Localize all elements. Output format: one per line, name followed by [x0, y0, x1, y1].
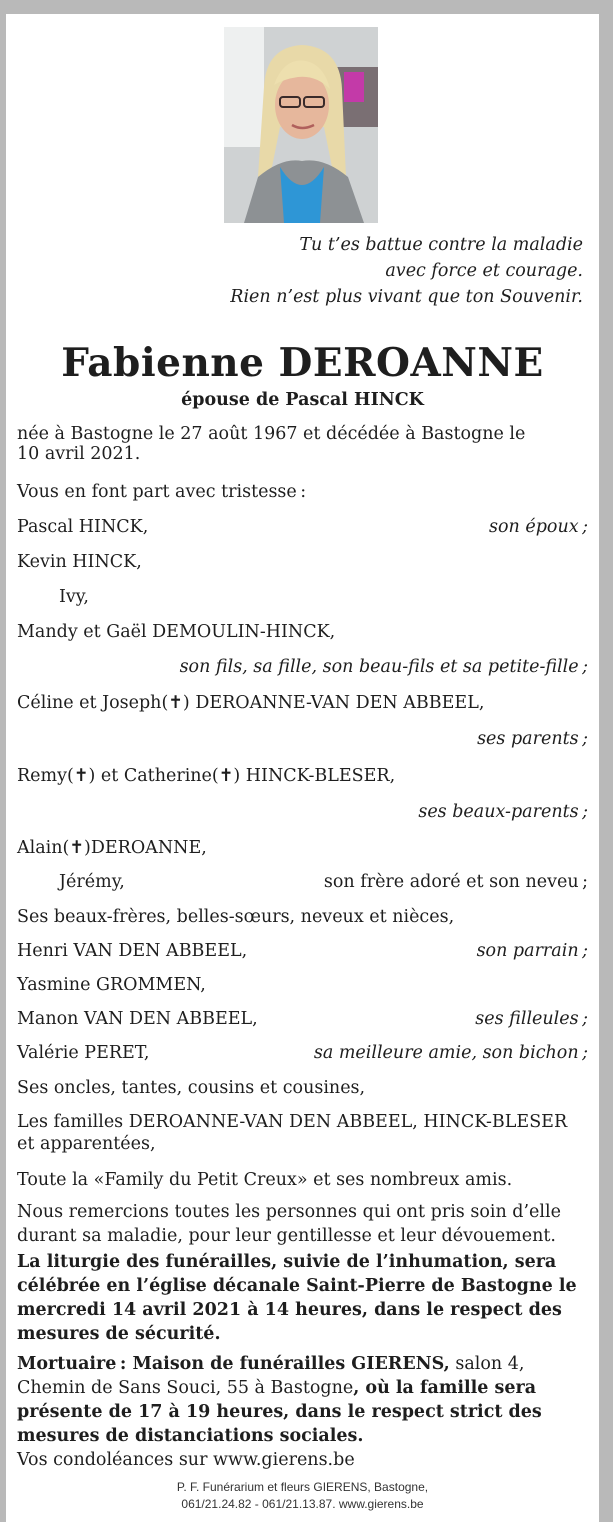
family-line-friends: Toute la «Family du Petit Creux» et ses nombreux amis. — [17, 1170, 513, 1190]
family-line-families: Les familles DEROANNE-VAN DEN ABBEEL, HINCK-BLESER et apparentées, — [17, 1112, 568, 1154]
mortuary-room: salon 4, — [449, 1354, 525, 1374]
family-line-inlaws: Remy(✝) et Catherine(✝) HINCK-BLESER, — [17, 766, 396, 786]
footer-line: 061/21.24.82 - 061/21.13.87. www.gierens.be — [181, 1497, 424, 1511]
thanks-paragraph: Nous remercions toutes les personnes qui ont pris soin d’elle durant sa maladie, pour leur gentillesse et leur dévouement. — [17, 1202, 561, 1246]
birth-line: 10 avril 2021. — [17, 444, 141, 464]
poem-line: avec force et courage. — [385, 261, 583, 281]
relation-label: sa meilleure amie, son bichon ; — [313, 1043, 588, 1063]
family-line-uncles: Ses oncles, tantes, cousins et cousines, — [17, 1078, 366, 1098]
condolences-line: Vos condoléances sur www.gierens.be — [17, 1450, 355, 1470]
relation-label: son parrain ; — [476, 941, 588, 961]
footer-line: P. F. Funérarium et fleurs GIERENS, Bastogne, — [176, 1480, 429, 1494]
family-member: Jérémy, — [59, 872, 125, 892]
family-line-mandy: Mandy et Gaël DEMOULIN-HINCK, — [17, 622, 336, 642]
family-member: Pascal HINCK, — [17, 517, 149, 537]
obituary-card — [6, 14, 599, 1522]
family-line-alain: Alain(✝)DEROANNE, — [17, 838, 207, 858]
relation-label: son fils, sa fille, son beau-fils et sa petite-fille ; — [179, 657, 588, 677]
family-member: Valérie PERET, — [17, 1043, 150, 1063]
relation-label: son frère adoré et son neveu ; — [323, 872, 588, 892]
portrait-photo — [224, 27, 378, 223]
family-line-kevin: Kevin HINCK, — [17, 552, 142, 572]
mortuary-address: Chemin de Sans Souci, 55 à Bastogne — [17, 1378, 354, 1398]
intro-line: Vous en font part avec tristesse : — [17, 482, 307, 502]
mortuary-label: Mortuaire : Maison de funérailles GIERENS, — [17, 1354, 450, 1374]
family-line-ivy: Ivy, — [59, 587, 89, 607]
poem-line: Rien n’est plus vivant que ton Souvenir. — [230, 287, 583, 307]
family-member: Manon VAN DEN ABBEEL, — [17, 1009, 258, 1029]
family-line-henri — [17, 940, 588, 962]
mortuary-presence: , où la famille sera présente de 17 à 19 heures, dans le respect strict des mesures de distanciations sociales. — [17, 1378, 542, 1446]
family-line-parents: Céline et Joseph(✝) DEROANNE-VAN DEN ABBEEL, — [17, 693, 485, 713]
mortuary-paragraph — [17, 1352, 588, 1448]
birth-line: née à Bastogne le 27 août 1967 et décédée à Bastogne le — [17, 424, 526, 444]
family-line-pascal — [17, 516, 588, 538]
relation-label: son époux ; — [489, 517, 588, 537]
family-member: Henri VAN DEN ABBEEL, — [17, 941, 248, 961]
family-line-valerie — [17, 1042, 588, 1064]
family-line-yasmine: Yasmine GROMMEN, — [17, 975, 206, 995]
deceased-name: Fabienne DEROANNE — [61, 340, 544, 386]
liturgy-paragraph: La liturgie des funérailles, suivie de l’inhumation, sera célébrée en l’église décanale Saint-Pierre de Bastogne le mercredi 14 avril 2021 à 14 heures, dans le respect des mesures de sécurité. — [17, 1252, 577, 1344]
family-line-manon — [17, 1008, 588, 1030]
family-line-jeremy — [59, 871, 588, 893]
poem-line: Tu t’es battue contre la maladie — [299, 235, 583, 255]
relation-label: ses beaux-parents ; — [418, 802, 588, 822]
footer-funeral-home — [6, 1479, 599, 1513]
spouse-line: épouse de Pascal HINCK — [181, 390, 424, 410]
poem — [183, 232, 583, 310]
relation-label: ses parents ; — [477, 729, 588, 749]
family-line-siblings: Ses beaux-frères, belles-sœurs, neveux et nièces, — [17, 907, 455, 927]
relation-label: ses filleules ; — [475, 1009, 588, 1029]
